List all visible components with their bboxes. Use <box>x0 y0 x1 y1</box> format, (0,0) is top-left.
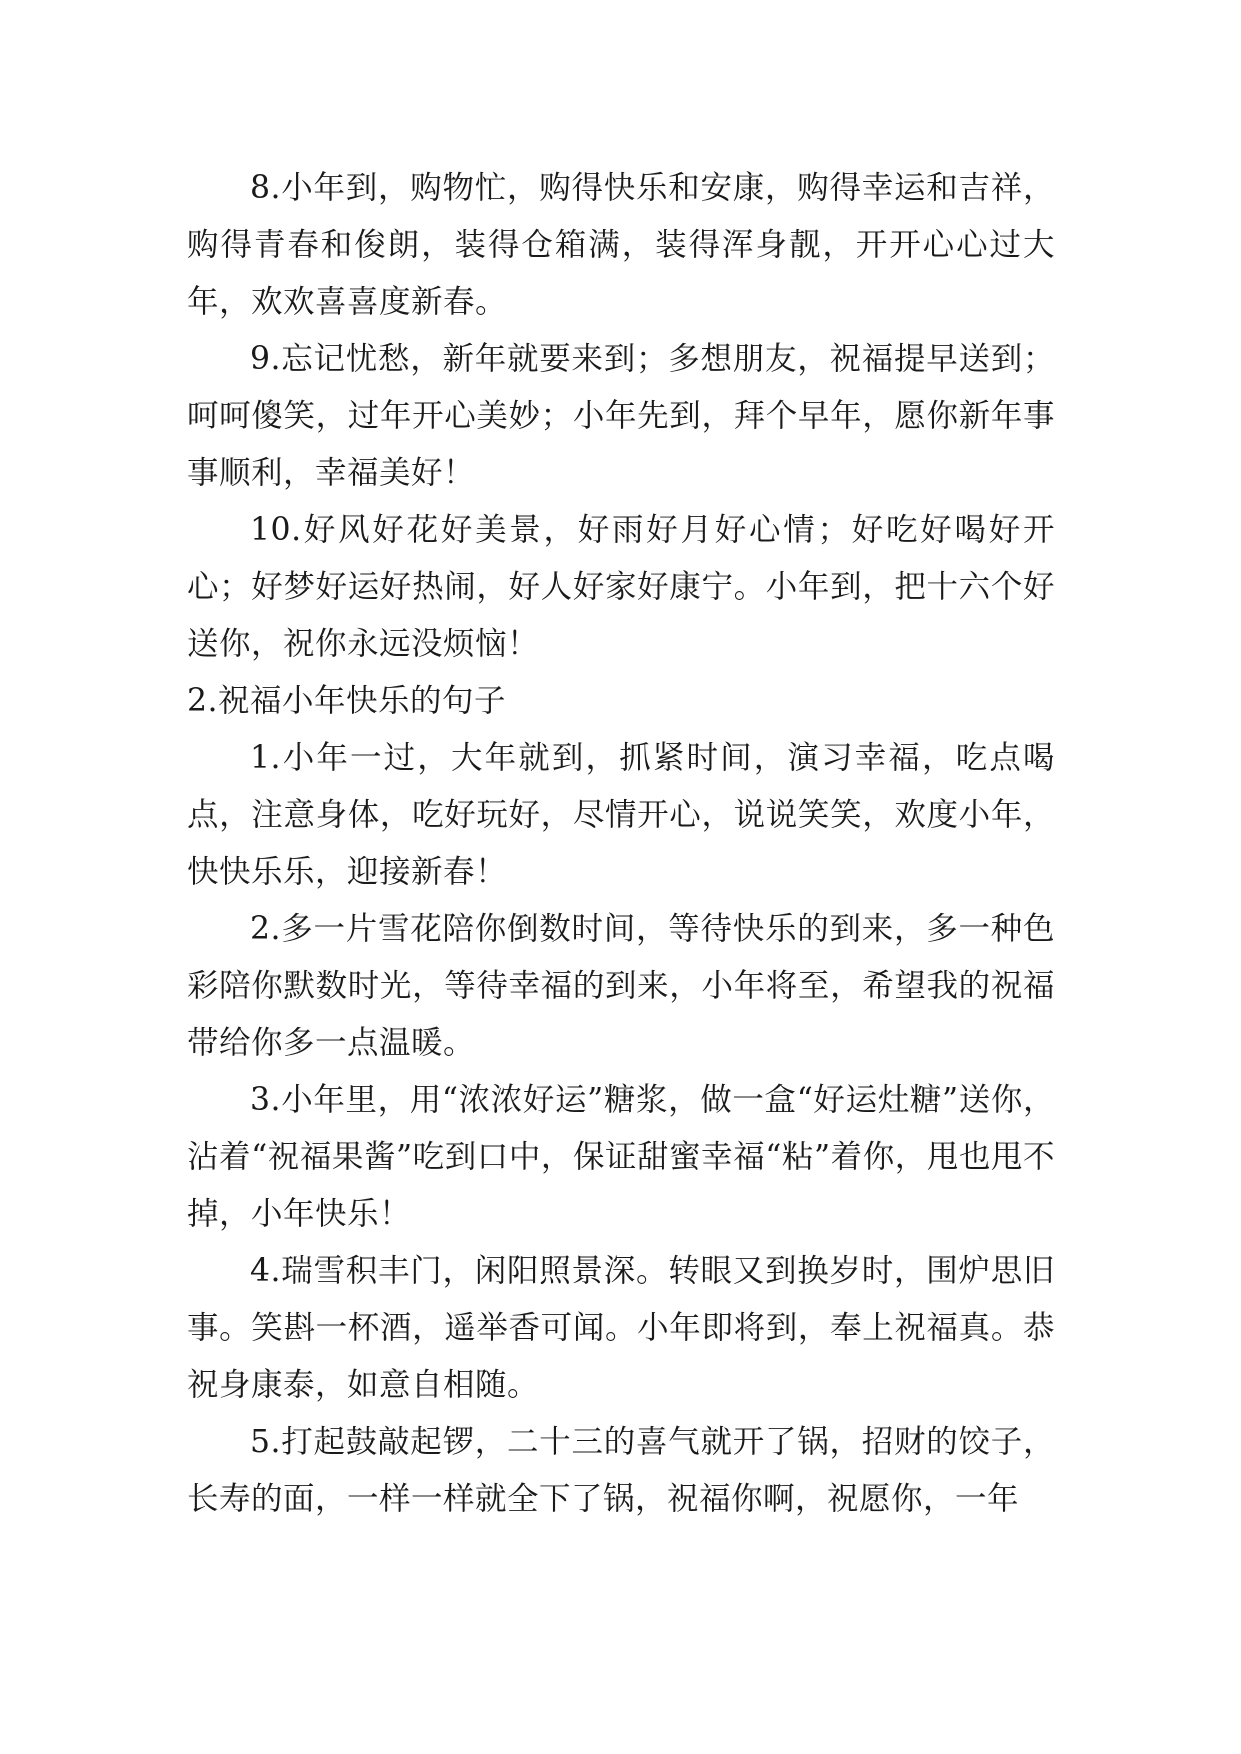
list-item: 9.忘记忧愁，新年就要来到；多想朋友，祝福提早送到；呵呵傻笑，过年开心美妙；小年先到，拜个早年，愿你新年事事顺利，幸福美好！ <box>187 341 1055 491</box>
section-heading: 2.祝福小年快乐的句子 <box>187 683 507 719</box>
list-item: 1.小年一过，大年就到，抓紧时间，演习幸福，吃点喝点，注意身体，吃好玩好，尽情开心，说说笑笑，欢度小年，快快乐乐，迎接新春！ <box>187 740 1055 890</box>
list-item: 10.好风好花好美景，好雨好月好心情；好吃好喝好开心；好梦好运好热闹，好人好家好康宁。小年到，把十六个好送你，祝你永远没烦恼！ <box>187 512 1055 662</box>
document-body <box>187 160 1055 1528</box>
list-item: 8.小年到，购物忙，购得快乐和安康，购得幸运和吉祥，购得青春和俊朗，装得仓箱满，装得浑身靓，开开心心过大年，欢欢喜喜度新春。 <box>187 170 1055 320</box>
list-item: 5.打起鼓敲起锣，二十三的喜气就开了锅，招财的饺子，长寿的面，一样一样就全下了锅，祝福你啊，祝愿你，一年 <box>187 1424 1055 1517</box>
list-item: 2.多一片雪花陪你倒数时间，等待快乐的到来，多一种色彩陪你默数时光，等待幸福的到来，小年将至，希望我的祝福带给你多一点温暖。 <box>187 911 1055 1061</box>
list-item: 3.小年里，用“浓浓好运”糖浆，做一盒“好运灶糖”送你，沾着“祝福果酱”吃到口中，保证甜蜜幸福“粘”着你，甩也甩不掉，小年快乐！ <box>187 1082 1055 1232</box>
list-item: 4.瑞雪积丰门，闲阳照景深。转眼又到换岁时，围炉思旧事。笑斟一杯酒，遥举香可闻。小年即将到，奉上祝福真。恭祝身康泰，如意自相随。 <box>187 1253 1055 1403</box>
